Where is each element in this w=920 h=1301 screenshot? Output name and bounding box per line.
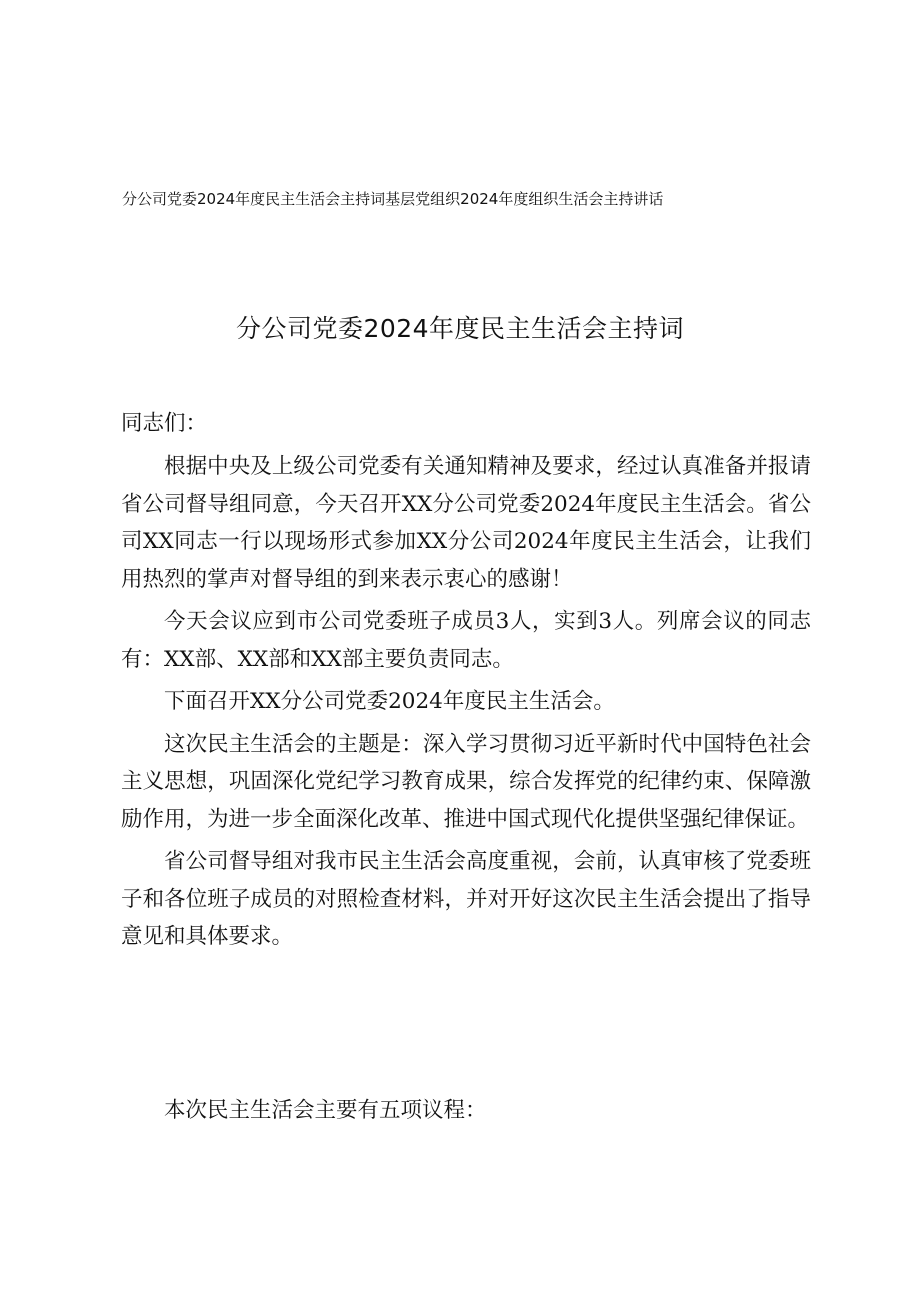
document-header: 分公司党委2024年度民主生活会主持词基层党组织2024年度组织生活会主持讲话 — [122, 190, 664, 208]
agenda-intro: 本次民主生活会主要有五项议程： — [164, 1098, 487, 1123]
paragraph-opening: 下面召开XX分公司党委2024年度民主生活会。 — [164, 689, 615, 714]
salutation: 同志们： — [121, 411, 208, 436]
paragraph-attendance: 今天会议应到市公司党委班子成员3人，实到3人。列席会议的同志有：XX部、XX部和XX部主要负责同志。 — [121, 609, 811, 672]
document-body — [121, 448, 811, 961]
paragraph-guidance: 省公司督导组对我市民主生活会高度重视，会前，认真审核了党委班子和各位班子成员的对照检查材料，并对开好这次民主生活会提出了指导意见和具体要求。 — [121, 849, 811, 949]
paragraph-notice: 根据中央及上级公司党委有关通知精神及要求，经过认真准备并报请省公司督导组同意，今天召开XX分公司党委2024年度民主生活会。省公司XX同志一行以现场形式参加XX分公司2024年度民主生活会，让我们用热烈的掌声对督导组的到来表示衷心的感谢！ — [121, 454, 811, 592]
paragraph-theme: 这次民主生活会的主题是：深入学习贯彻习近平新时代中国特色社会主义思想，巩固深化党纪学习教育成果，综合发挥党的纪律约束、保障激励作用，为进一步全面深化改革、推进中国式现代化提供坚强纪律保证。 — [121, 731, 811, 832]
document-title: 分公司党委2024年度民主生活会主持词 — [235, 314, 685, 343]
